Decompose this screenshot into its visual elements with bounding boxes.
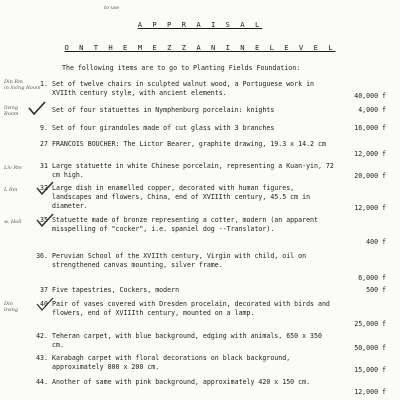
- item-number: 44.: [36, 378, 48, 386]
- item-description: Peruvian School of the XVIIth century, Virgin with child, oil on strengthened canvas mounting, silver frame.: [52, 252, 307, 270]
- item-number: 27: [40, 140, 48, 148]
- item-number: 43.: [36, 354, 48, 362]
- item-description: Teheran carpet, with blue background, edging with animals, 650 x 350 cm.: [52, 332, 322, 350]
- item-price: 12,000 f: [354, 150, 386, 158]
- margin-note: Din living: [4, 301, 19, 313]
- item-description: FRANCOIS BOUCHER: The Lictor Bearer, graphite drawing, 19.3 x 14.2 cm: [52, 140, 326, 148]
- item-description: Set of four girandoles made of cut glass with 3 branches: [52, 124, 275, 132]
- document-subtitle: O N T H E M E Z Z A N I N E L E V E L: [64, 43, 336, 52]
- item-description: Set of twelve chairs in sculpted walnut wood, a Portuguese work in XVIIth century style, with ancient elements.: [52, 80, 315, 98]
- margin-note: Din Rm in living Room: [4, 79, 41, 91]
- item-description: Statuette made of bronze representing a cotter, modern (an apparent misspelling of "cocker", i.e. spaniel dog --Translator).: [52, 216, 318, 234]
- item-price: 6,000 f: [358, 274, 386, 282]
- item-number: 36.: [36, 252, 48, 260]
- item-description: Karabagh carpet with floral decorations on black background, approximately 800 x 200 cm.: [52, 354, 291, 372]
- item-price: 500 f: [366, 286, 386, 294]
- item-price: 50,000 f: [354, 344, 386, 352]
- item-description: Another of same with pink background, approximately 420 x 150 cm.: [52, 378, 311, 386]
- item-description: Set of four statuettes in Nymphenburg porcelain: knights: [52, 106, 275, 114]
- item-number: 1.: [40, 80, 48, 88]
- item-description: Large dish in enamelled copper, decorated with human figures, landscapes and flowers, China, end of XVIIIth century, 45.5 cm in diameter.: [52, 184, 311, 211]
- item-number: 9.: [40, 124, 48, 132]
- item-price: 20,000 f: [354, 172, 386, 180]
- item-price: 400 f: [366, 238, 386, 246]
- item-price: 12,000 f: [354, 388, 386, 396]
- item-number: 32: [40, 184, 48, 192]
- item-description: Pair of vases covered with Dresden procelain, decorated with birds and flowers, end of XVIIIth century, mounted on a lamp.: [52, 300, 330, 318]
- item-description: Large statuette in white Chinese porcelain, representing a Kuan-yin, 72 cm high.: [52, 162, 334, 180]
- margin-note: living Room: [4, 105, 19, 117]
- item-price: 12,000 f: [354, 204, 386, 212]
- margin-note: w. Hall: [4, 219, 22, 225]
- item-description: Five tapestries, Cockers, modern: [52, 286, 180, 294]
- item-price: 16,000 f: [354, 124, 386, 132]
- check-mark-icon: [28, 100, 46, 114]
- item-number: 31: [40, 162, 48, 170]
- item-number: 42.: [36, 332, 48, 340]
- item-number: 37: [40, 286, 48, 294]
- margin-note: L Rm: [4, 187, 18, 193]
- item-price: 40,000 f: [354, 92, 386, 100]
- corner-handwritten-note: to use: [104, 5, 120, 11]
- item-number: 35: [40, 216, 48, 224]
- item-price: 25,000 f: [354, 320, 386, 328]
- margin-note: Liv Rm: [4, 165, 22, 171]
- item-price: 4,000 f: [358, 106, 386, 114]
- item-price: 15,000 f: [354, 366, 386, 374]
- intro-text: The following items are to go to Planting Fields Foundation:: [62, 64, 301, 72]
- item-number: 40: [40, 300, 48, 308]
- document-title: A P P R A I S A L: [137, 20, 263, 29]
